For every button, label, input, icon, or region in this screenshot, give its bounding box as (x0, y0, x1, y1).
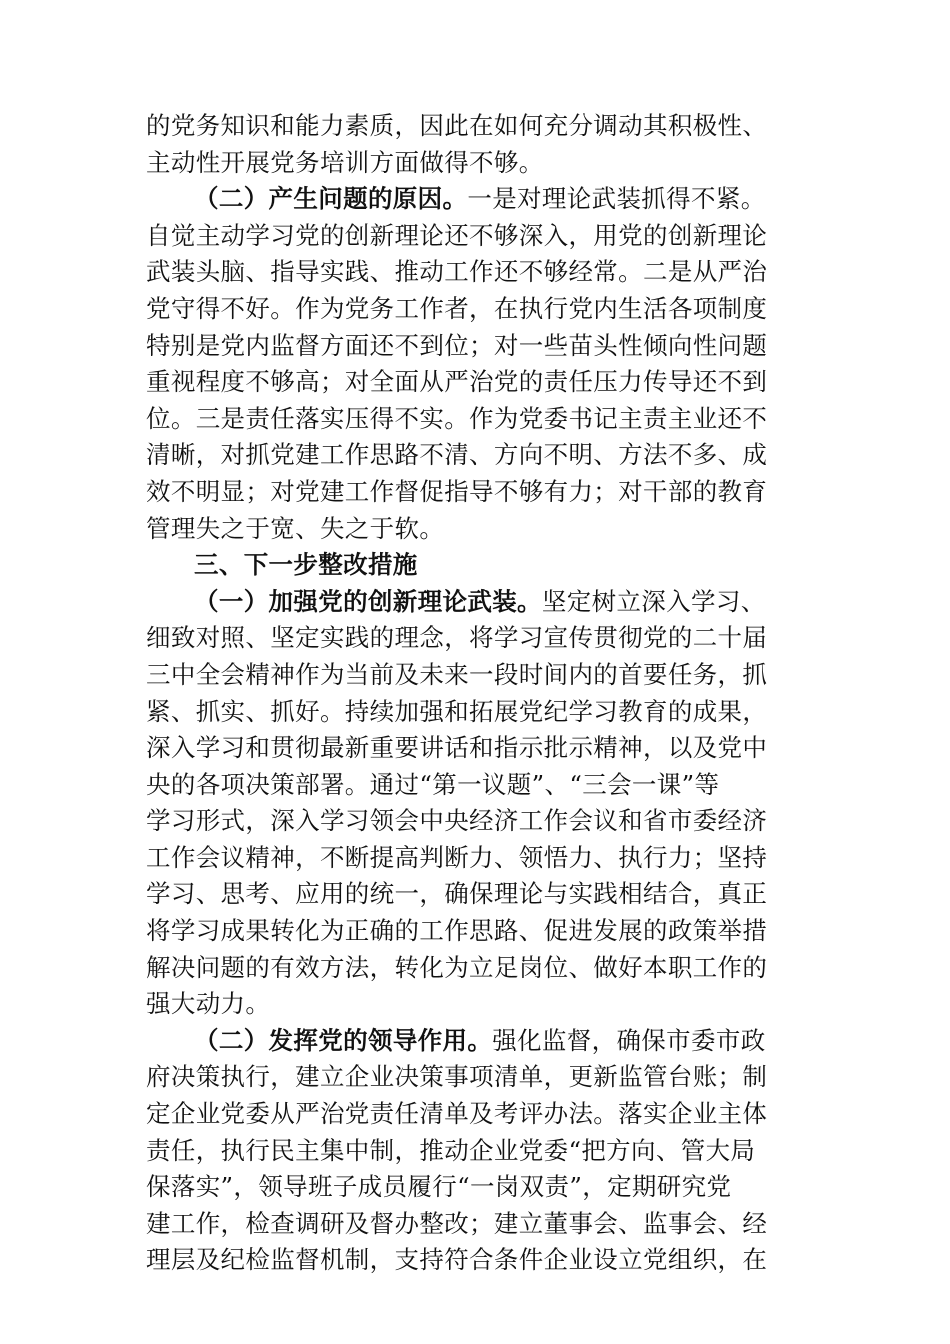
text-line (146, 181, 806, 218)
text-line (146, 145, 806, 182)
line-text: 一是对理论武装抓得不紧。 (467, 184, 766, 214)
text-line (146, 1059, 806, 1096)
document-body (146, 108, 806, 1279)
text-line (146, 1023, 806, 1060)
line-text: 深入学习和贯彻最新重要讲话和指示批示精神，以及党中 (146, 733, 768, 763)
text-line (146, 1169, 806, 1206)
text-line (146, 620, 806, 657)
line-text: 主动性开展党务培训方面做得不够。 (146, 147, 544, 177)
text-line (146, 657, 806, 694)
text-line (146, 584, 806, 621)
text-line (146, 437, 806, 474)
text-line (146, 328, 806, 365)
line-text: 学习形式，深入学习领会中央经济工作会议和省市委经济 (146, 806, 768, 836)
line-text: 清晰，对抓党建工作思路不清、方向不明、方法不多、成 (146, 440, 768, 470)
line-text: 三中全会精神作为当前及未来一段时间内的首要任务，抓 (146, 659, 768, 689)
line-text: 责任，执行民主集中制，推动企业党委“把方向、管大局 (146, 1135, 756, 1165)
line-text: 效不明显；对党建工作督促指导不够有力；对干部的教育 (146, 476, 768, 506)
text-line (146, 876, 806, 913)
line-text: 工作会议精神，不断提高判断力、领悟力、执行力；坚持 (146, 842, 768, 872)
text-line (146, 108, 806, 145)
line-text: 保落实”，领导班子成员履行“一岗双责”，定期研究党 (146, 1172, 732, 1202)
line-text: 定企业党委从严治党责任清单及考评办法。落实企业主体 (146, 1099, 768, 1129)
line-text: 解决问题的有效方法，转化为立足岗位、做好本职工作的 (146, 952, 768, 982)
text-line (146, 511, 806, 548)
line-text: 自觉主动学习党的创新理论还不够深入，用党的创新理论 (146, 220, 768, 250)
line-text: 央的各项决策部署。通过“第一议题”、“三会一课”等 (146, 769, 720, 799)
line-text: 特别是党内监督方面还不到位；对一些苗头性倾向性问题 (146, 330, 768, 360)
line-text: 学习、思考、应用的统一，确保理论与实践相结合，真正 (146, 879, 768, 909)
line-text: 党守得不好。作为党务工作者，在执行党内生活各项制度 (146, 293, 768, 323)
text-line (146, 986, 806, 1023)
section-heading (146, 547, 806, 584)
paragraph-lead: （二）发挥党的领导作用。 (194, 1025, 493, 1055)
text-line (146, 291, 806, 328)
paragraph-lead: （二）产生问题的原因。 (194, 184, 468, 214)
line-text: 将学习成果转化为正确的工作思路、促进发展的政策举措 (146, 916, 768, 946)
line-text: 建工作，检查调研及督办整改；建立董事会、监事会、经 (146, 1208, 768, 1238)
line-text: 重视程度不够高；对全面从严治党的责任压力传导还不到 (146, 367, 768, 397)
line-text: 强大动力。 (146, 989, 271, 1019)
text-line (146, 1133, 806, 1170)
text-line (146, 1242, 806, 1279)
text-line (146, 218, 806, 255)
line-text: 的党务知识和能力素质，因此在如何充分调动其积极性、 (146, 111, 768, 140)
text-line (146, 401, 806, 438)
line-text: 细致对照、坚定实践的理念，将学习宣传贯彻党的二十届 (146, 623, 768, 653)
line-text: 理层及纪检监督机制，支持符合条件企业设立党组织，在 (146, 1245, 768, 1275)
text-line (146, 474, 806, 511)
paragraph-lead: （一）加强党的创新理论武装。 (194, 586, 542, 616)
text-line (146, 254, 806, 291)
text-line (146, 767, 806, 804)
line-text: 武装头脑、指导实践、推动工作还不够经常。二是从严治 (146, 257, 768, 287)
text-line (146, 1096, 806, 1133)
line-text: 府决策执行，建立企业决策事项清单，更新监管台账；制 (146, 1062, 768, 1092)
line-text: 位。三是责任落实压得不实。作为党委书记主责主业还不 (146, 403, 768, 433)
text-line (146, 803, 806, 840)
line-text: 紧、抓实、抓好。持续加强和拓展党纪学习教育的成果， (146, 696, 768, 726)
text-line (146, 950, 806, 987)
text-line (146, 840, 806, 877)
line-text: 强化监督，确保市委市政 (492, 1025, 766, 1055)
text-line (146, 364, 806, 401)
line-text: 管理失之于宽、失之于软。 (146, 513, 445, 543)
line-text: 坚定树立深入学习、 (541, 586, 766, 616)
text-line (146, 694, 806, 731)
text-line (146, 1206, 806, 1243)
text-line (146, 913, 806, 950)
line-text: 三、下一步整改措施 (194, 550, 418, 580)
text-line (146, 730, 806, 767)
